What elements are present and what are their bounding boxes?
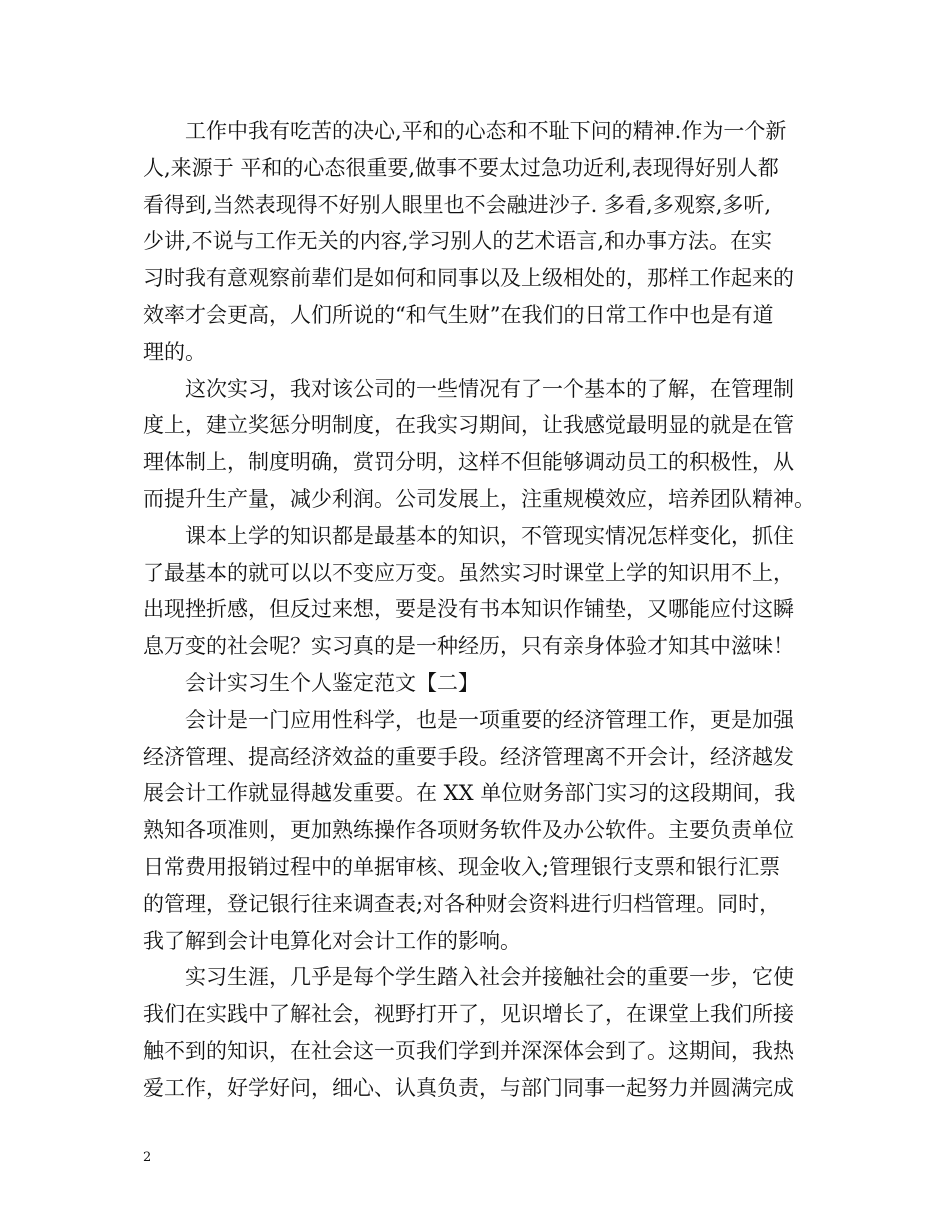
paragraph-line: 度上，建立奖惩分明制度，在我实习期间，让我感觉最明显的就是在管 (143, 413, 794, 438)
paragraph-line: 看得到,当然表现得不好别人眼里也不会融进沙子. 多看,多观察,多听, (143, 192, 772, 217)
paragraph-6 (143, 959, 833, 1106)
paragraph-line: 而提升生产量，减少利润。公司发展上，注重规模效应，培养团队精神。 (143, 486, 815, 511)
paragraph-line: 了最基本的就可以以不变应万变。虽然实习时课堂上学的知识用不上， (143, 560, 794, 585)
section-heading-text: 会计实习生个人鉴定范文【二】 (185, 670, 479, 695)
paragraph-line: 会计是一门应用性科学，也是一项重要的经济管理工作，更是加强 (185, 707, 794, 732)
paragraph-line: 理体制上，制度明确，赏罚分明，这样不但能够调动员工的积极性，从 (143, 450, 794, 475)
paragraph-line: 习时我有意观察前辈们是如何和同事以及上级相处的，那样工作起来的 (143, 266, 794, 291)
paragraph-line: 触不到的知识，在社会这一页我们学到并深深体会到了。这期间，我热 (143, 1038, 794, 1063)
paragraph-line: 人,来源于 平和的心态很重要,做事不要太过急功近利,表现得好别人都 (143, 155, 779, 180)
paragraph-line: 出现挫折感，但反过来想，要是没有书本知识作铺垫，又哪能应付这瞬 (143, 597, 794, 622)
paragraph-line: 经济管理、提高经济效益的重要手段。经济管理离不开会计，经济越发 (143, 744, 794, 769)
paragraph-line: 日常费用报销过程中的单据审核、现金收入;管理银行支票和银行汇票 (143, 854, 781, 879)
paragraph-3 (143, 518, 833, 665)
paragraph-line: 工作中我有吃苦的决心,平和的心态和不耻下问的精神.作为一个新 (185, 119, 787, 143)
page-number: 2 (143, 1150, 152, 1165)
paragraph-2 (143, 371, 833, 518)
paragraph-line: 实习生涯，几乎是每个学生踏入社会并接触社会的重要一步，它使 (185, 965, 794, 990)
paragraph-line: 少讲,不说与工作无关的内容,学习别人的艺术语言,和办事方法。在实 (143, 229, 773, 254)
paragraph-line: 爱工作，好学好问，细心、认真负责，与部门同事一起努力并圆满完成 (143, 1075, 794, 1100)
paragraph-line: 这次实习，我对该公司的一些情况有了一个基本的了解，在管理制 (185, 376, 794, 401)
paragraph-line: 展会计工作就显得越发重要。在 XX 单位财务部门实习的这段期间，我 (143, 781, 796, 806)
paragraph-line: 的管理，登记银行往来调查表;对各种财会资料进行归档管理。同时， (143, 891, 781, 916)
paragraph-1 (143, 113, 833, 371)
paragraph-line: 我了解到会计电算化对会计工作的影响。 (143, 928, 521, 953)
paragraph-line: 熟知各项准则，更加熟练操作各项财务软件及办公软件。主要负责单位 (143, 818, 794, 843)
paragraph-5 (143, 702, 833, 960)
paragraph-line: 息万变的社会呢？实习真的是一种经历，只有亲身体验才知其中滋味！ (143, 634, 794, 659)
paragraph-line: 我们在实践中了解社会，视野打开了，见识增长了，在课堂上我们所接 (143, 1002, 794, 1027)
paragraph-line: 理的。 (143, 339, 206, 364)
paragraph-line: 效率才会更高，人们所说的“和气生财”在我们的日常工作中也是有道 (143, 302, 774, 327)
document-body (143, 113, 833, 1107)
paragraph-line: 课本上学的知识都是最基本的知识，不管现实情况怎样变化，抓住 (185, 523, 794, 548)
section-heading (143, 665, 833, 702)
